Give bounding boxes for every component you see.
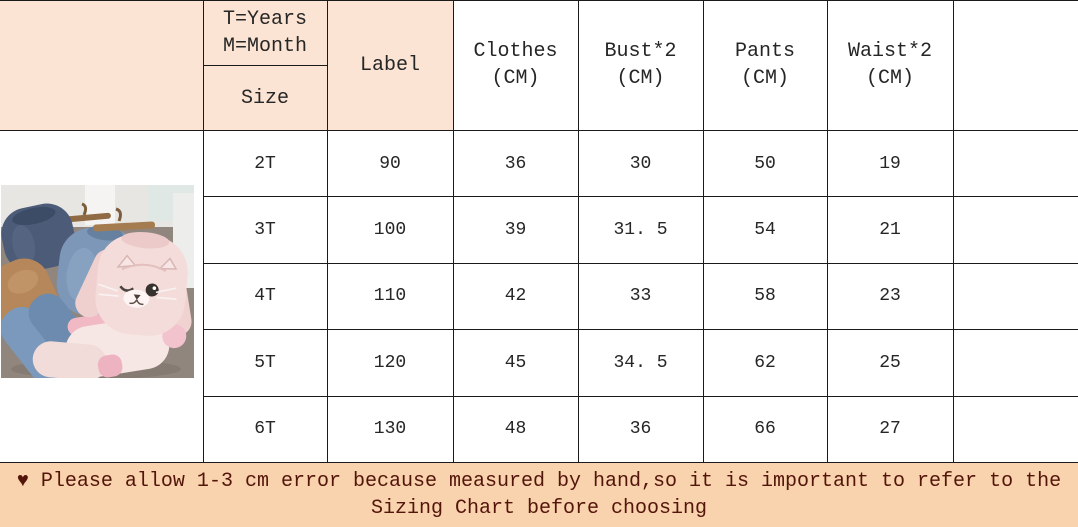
empty-cell [953,197,1078,263]
pants-cell: 50 [703,130,827,196]
header-label: Label [327,1,453,131]
header-waist-unit: (CM) [865,67,914,91]
header-bust-name: Bust*2 [604,40,677,64]
size-legend-line1: T=Years [222,8,307,32]
bust-cell: 31. 5 [578,197,703,263]
product-photo-kids-pajamas [1,185,194,378]
size-legend-line2: M=Month [222,35,307,59]
bust-cell: 33 [578,263,703,329]
pants-cell: 54 [703,197,827,263]
size-cell: 4T [203,263,327,329]
label-cell: 120 [327,330,453,396]
header-clothes-unit: (CM) [491,67,540,91]
waist-cell: 23 [827,263,953,329]
clothes-cell: 39 [453,197,578,263]
header-pants-name: Pants [734,40,795,64]
bust-cell: 36 [578,396,703,462]
table-row [0,130,1078,196]
bust-cell: 30 [578,130,703,196]
bust-cell: 34. 5 [578,330,703,396]
header-bust [578,1,703,131]
header-row-top [0,1,1078,66]
header-pants [703,1,827,131]
waist-cell: 25 [827,330,953,396]
header-empty-cell [953,1,1078,131]
label-cell: 110 [327,263,453,329]
clothes-cell: 36 [453,130,578,196]
label-cell: 90 [327,130,453,196]
notice-line1: ♥ Please allow 1-3 cm error because measured by hand,so it is important to refer to the [16,470,1062,493]
pants-cell: 62 [703,330,827,396]
header-clothes-name: Clothes [473,40,558,64]
size-cell: 2T [203,130,327,196]
label-cell: 130 [327,396,453,462]
measurement-notice-banner [0,463,1078,527]
product-photo-cell [0,130,203,462]
size-cell: 3T [203,197,327,263]
header-pants-unit: (CM) [740,67,789,91]
pants-cell: 58 [703,263,827,329]
waist-cell: 19 [827,130,953,196]
size-cell: 5T [203,330,327,396]
empty-cell [953,396,1078,462]
corner-cell [0,1,203,131]
empty-cell [953,330,1078,396]
header-bust-unit: (CM) [616,67,665,91]
size-cell: 6T [203,396,327,462]
header-waist [827,1,953,131]
clothes-cell: 42 [453,263,578,329]
size-header-title: Size [203,66,327,130]
waist-cell: 27 [827,396,953,462]
label-cell: 100 [327,197,453,263]
waist-cell: 21 [827,197,953,263]
header-waist-name: Waist*2 [847,40,932,64]
empty-cell [953,130,1078,196]
empty-cell [953,263,1078,329]
clothes-cell: 45 [453,330,578,396]
notice-line2: Sizing Chart before choosing [370,497,708,520]
pants-cell: 66 [703,396,827,462]
clothes-cell: 48 [453,396,578,462]
size-header-legend [203,1,327,66]
header-clothes [453,1,578,131]
